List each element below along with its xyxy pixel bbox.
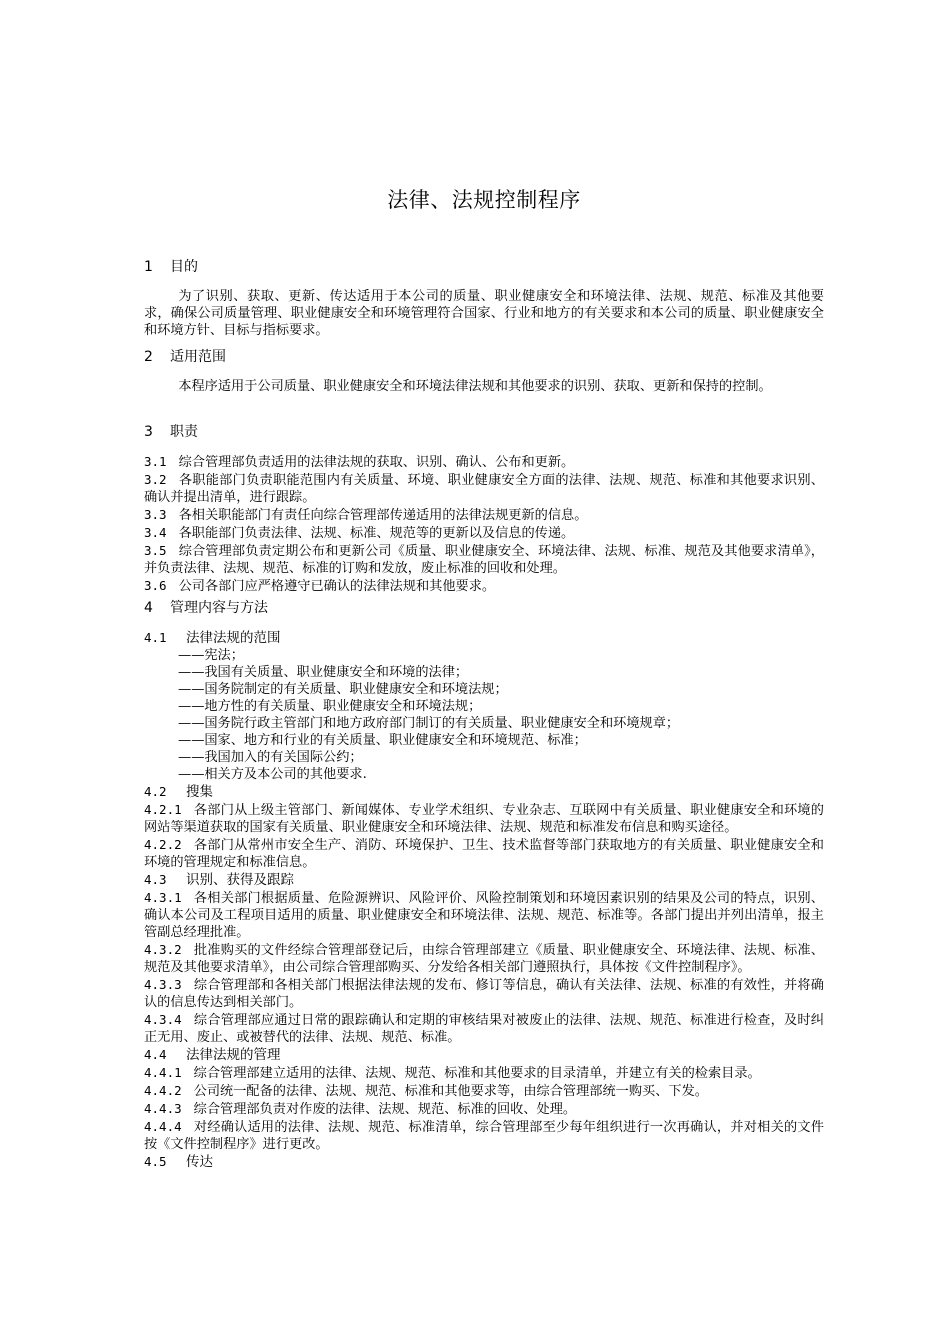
section-4-body bbox=[144, 629, 824, 1171]
section-title: 目的 bbox=[170, 259, 198, 275]
list-item: ——我国有关质量、职业健康安全和环境的法律； bbox=[178, 665, 469, 680]
list-item: 4.3.2 批准购买的文件经综合管理部登记后，由综合管理部建立《质量、职业健康安全、环境法律、法规、标准、规范及其他要求清单》，由公司综合管理部购买、分发给各相关部门遵照执行，具体按《文件控制程序》。 bbox=[144, 942, 824, 975]
section-number: 2 bbox=[144, 349, 153, 365]
section-3-items bbox=[144, 453, 824, 595]
list-item: 4.2.1 各部门从上级主管部门、新闻媒体、专业学术组织、专业杂志、互联网中有关质量、职业健康安全和环境的网站等渠道获取的国家有关质量、职业健康安全和环境法律、法规、规范和标准发布信息和购买途径。 bbox=[144, 802, 824, 835]
list-item: ——宪法； bbox=[178, 648, 244, 663]
list-item: ——国家、地方和行业的有关质量、职业健康安全和环境规范、标准； bbox=[178, 733, 587, 748]
list-item: 4.2.2 各部门从常州市安全生产、消防、环境保护、卫生、技术监督等部门获取地方的有关质量、职业健康安全和环境的管理规定和标准信息。 bbox=[144, 837, 824, 870]
list-item: 4.4.4 对经确认适用的法律、法规、规范、标准清单，综合管理部至少每年组织进行一次再确认，并对相关的文件按《文件控制程序》进行更改。 bbox=[144, 1119, 824, 1152]
list-item: 4.4.3 综合管理部负责对作废的法律、法规、规范、标准的回收、处理。 bbox=[144, 1101, 577, 1117]
document-title: 法律、法规控制程序 bbox=[387, 188, 581, 212]
section-title: 管理内容与方法 bbox=[170, 600, 268, 616]
list-item: ——国务院行政主管部门和地方政府部门制订的有关质量、职业健康安全和环境规章； bbox=[178, 716, 680, 731]
list-item: ——相关方及本公司的其他要求. bbox=[178, 767, 367, 782]
subsection-4-4-heading: 4.4 法律法规的管理 bbox=[144, 1047, 281, 1063]
list-item: 3.1 综合管理部负责适用的法律法规的获取、识别、确认、公布和更新。 bbox=[144, 454, 575, 470]
subsection-4-1-heading: 4.1 法律法规的范围 bbox=[144, 630, 281, 646]
list-item: 3.4 各职能部门负责法律、法规、标准、规范等的更新以及信息的传递。 bbox=[144, 525, 575, 541]
subsection-4-5-heading: 4.5 传达 bbox=[144, 1154, 213, 1170]
subsection-4-2-heading: 4.2 搜集 bbox=[144, 784, 213, 800]
list-item: 4.3.4 综合管理部应通过日常的跟踪确认和定期的审核结果对被废止的法律、法规、规范、标准进行检查，及时纠正无用、废止、或被替代的法律、法规、规范、标准。 bbox=[144, 1012, 824, 1045]
section-title: 职责 bbox=[170, 424, 198, 440]
list-item: ——地方性的有关质量、职业健康安全和环境法规； bbox=[178, 699, 482, 714]
list-item: ——国务院制定的有关质量、职业健康安全和环境法规； bbox=[178, 682, 508, 697]
section-1-text: 为了识别、获取、更新、传达适用于本公司的质量、职业健康安全和环境法律、法规、规范、标准及其他要求，确保公司质量管理、职业健康安全和环境管理符合国家、行业和地方的有关要求和本公司的质量、职业健康安全和环境方针、目标与指标要求。 bbox=[144, 289, 824, 338]
section-title: 适用范围 bbox=[170, 349, 226, 365]
list-item: 4.3.3 综合管理部和各相关部门根据法律法规的发布、修订等信息，确认有关法律、法规、标准的有效性，并将确认的信息传达到相关部门。 bbox=[144, 977, 824, 1010]
section-1-heading bbox=[144, 258, 824, 276]
list-item: 4.4.1 综合管理部建立适用的法律、法规、规范、标准和其他要求的目录清单，并建立有关的检索目录。 bbox=[144, 1065, 761, 1081]
subsection-4-3-heading: 4.3 识别、获得及跟踪 bbox=[144, 872, 294, 888]
list-item: 3.5 综合管理部负责定期公布和更新公司《质量、职业健康安全、环境法律、法规、标准、规范及其他要求清单》，并负责法律、法规、规范、标准的订购和发放，废止标准的回收和处理。 bbox=[144, 543, 824, 576]
list-item: 3.2 各职能部门负责职能范围内有关质量、环境、职业健康安全方面的法律、法规、规范、标准和其他要求识别、确认并提出清单，进行跟踪。 bbox=[144, 472, 824, 505]
section-number: 1 bbox=[144, 259, 153, 275]
list-item: ——我国加入的有关国际公约； bbox=[178, 750, 363, 765]
section-2-heading bbox=[144, 348, 824, 366]
list-item: 4.4.2 公司统一配备的法律、法规、规范、标准和其他要求等，由综合管理部统一购买、下发。 bbox=[144, 1083, 708, 1099]
section-number: 3 bbox=[144, 424, 153, 440]
section-4-heading bbox=[144, 599, 824, 617]
list-item: 3.6 公司各部门应严格遵守已确认的法律法规和其他要求。 bbox=[144, 578, 496, 594]
section-number: 4 bbox=[144, 600, 153, 616]
list-item: 4.3.1 各相关部门根据质量、危险源辨识、风险评价、风险控制策划和环境因素识别的结果及公司的特点，识别、确认本公司及工程项目适用的质量、职业健康安全和环境法律、法规、规范、标准等。各部门提出并列出清单，报主管副总经理批准。 bbox=[144, 890, 824, 940]
section-3-heading bbox=[144, 423, 824, 441]
list-item: 3.3 各相关职能部门有责任向综合管理部传递适用的法律法规更新的信息。 bbox=[144, 507, 588, 523]
section-2-text: 本程序适用于公司质量、职业健康安全和环境法律法规和其他要求的识别、获取、更新和保持的控制。 bbox=[178, 379, 772, 394]
